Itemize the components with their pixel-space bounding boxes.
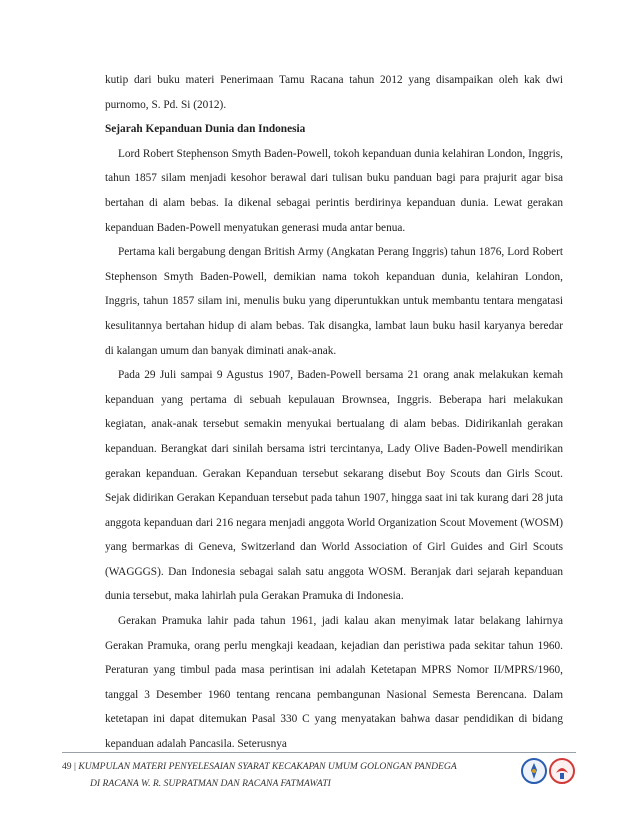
- paragraph-gerakan-pramuka: Gerakan Pramuka lahir pada tahun 1961, jadi kalau akan menyimak latar belakang lahirnya Gerakan Pramuka, orang perlu mengkaji keadaan, kejadian dan peristiwa pada sekitar tahun 1960. Peraturan yang timbul pada masa perintisan ini adalah Ketetapan MPRS Nomor II/MPRS/1960, tanggal 3 Desember 1960 tentang rencana pembangunan Nasional Semesta Berencana. Dalam ketetapan ini dapat ditemukan Pasal 330 C yang menyatakan bahwa dasar pendidikan di bidang kepanduan adalah Pancasila. Seterusnya: [105, 615, 563, 751]
- paragraph-british-army: Pertama kali bergabung dengan British Army (Angkatan Perang Inggris) tahun 1876, Lord Robert Stephenson Smyth Baden-Powell, demikian nama tokoh kepanduan dunia, kelahiran London, Inggris, tahun 1857 silam ini, menulis buku yang diperuntukkan untuk membantu tentara mengatasi kesulitannya bertahan hidup di alam bebas. Tak disangka, lambat laun buku hasil karyanya beredar di kalangan umum dan banyak diminati anak-anak.: [105, 246, 563, 357]
- page-footer: [62, 758, 532, 792]
- section-heading: Sejarah Kepanduan Dunia dan Indonesia: [105, 123, 306, 136]
- paragraph-brownsea-camp: Pada 29 Juli sampai 9 Agustus 1907, Baden-Powell bersama 21 orang anak melakukan kemah kepanduan yang pertama di sebuah kepulauan Brownsea, Inggris. Beberapa hari melakukan kegiatan, anak-anak tersebut semakin menyukai bertualang di alam bebas. Didirikanlah gerakan kepanduan. Berangkat dari sinilah bersama istri tercintanya, Lady Olive Baden-Powell mendirikan gerakan kepanduan. Gerakan Kepanduan tersebut sekarang disebut Boy Scouts dan Girls Scout. Sejak didirikan Gerakan Kepanduan tersebut pada tahun 1907, hingga saat ini tak kurang dari 28 juta anggota kepanduan dari 216 negara menjadi anggota World Organization Scout Movement (WOSM) yang bermarkas di Geneva, Switzerland dan World Association of Girl Guides and Girl Scouts (WAGGGS). Dan Indonesia sebagai salah satu anggota WOSM. Beranjak dari sejarah kepanduan dunia tersebut, maka lahirlah pula Gerakan Pramuka di Indonesia.: [105, 369, 563, 603]
- footer-divider: [62, 752, 576, 753]
- page-number: 49 |: [62, 761, 76, 772]
- footer-title-line1: KUMPULAN MATERI PENYELESAIAN SYARAT KECAKAPAN UMUM GOLONGAN PANDEGA: [78, 761, 457, 772]
- paragraph-baden-powell-intro: Lord Robert Stephenson Smyth Baden-Powell, tokoh kepanduan dunia kelahiran London, Inggris, tahun 1857 silam menjadi kesohor berawal dari tulisan buku panduan bagi para prajurit agar bisa bertahan di alam bebas. Ia dikenal sebagai perintis berdirinya kepanduan dunia. Lewat gerakan kepanduan Baden-Powell menyatukan generasi muda antar benua.: [105, 147, 563, 234]
- racana-logo-left-icon: [520, 757, 548, 785]
- paragraph-intro-continuation: kutip dari buku materi Penerimaan Tamu Racana tahun 2012 yang disampaikan oleh kak dwi purnomo, S. Pd. Si (2012).: [105, 74, 563, 111]
- racana-logo-right-icon: [548, 757, 576, 785]
- body-text: [105, 68, 563, 757]
- footer-title-line2: DI RACANA W. R. SUPRATMAN DAN RACANA FATMAWATI: [90, 778, 331, 789]
